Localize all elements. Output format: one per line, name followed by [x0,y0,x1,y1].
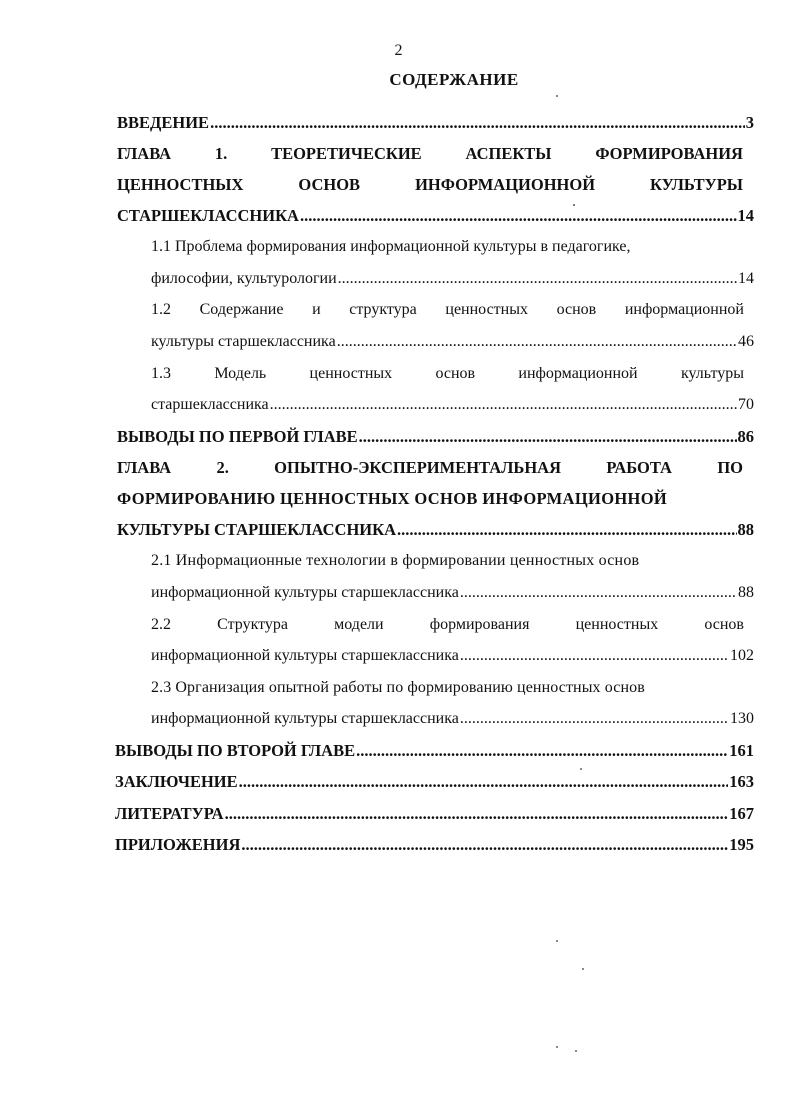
word: основ [435,365,476,382]
toc-entry-2-1-line2[interactable] [151,584,754,602]
word: и [312,301,321,318]
toc-entry-title: информационной культуры старшеклассника [151,647,459,664]
toc-entry-1-3-line1[interactable] [151,365,744,383]
toc-entry-2-1-line1[interactable]: 2.1 Информационные технологии в формировании ценностных основ [151,552,640,569]
toc-entry-page: 88 [737,520,754,539]
word: культуры [680,365,744,382]
word: РАБОТА [606,458,672,477]
toc-entry-title: ЛИТЕРАТУРА [115,804,224,823]
toc-entry-title: ВЫВОДЫ ПО ВТОРОЙ ГЛАВЕ [115,741,356,760]
toc-entry-chapter1-line2[interactable] [117,175,743,195]
toc-entry-page: 88 [738,584,754,601]
word: Структура [217,616,289,633]
toc-entry-page: 161 [729,741,754,760]
toc-entry-chapter2-line2[interactable]: ФОРМИРОВАНИЮ ЦЕННОСТНЫХ ОСНОВ ИНФОРМАЦИОННОЙ [117,489,668,508]
toc-entry-title: ВВЕДЕНИЕ [117,113,210,132]
word: КУЛЬТУРЫ [650,175,743,194]
toc-entry-title: информационной культуры старшеклассника [151,710,459,727]
toc-entry-page: 167 [729,804,754,823]
toc-entry-2-2-line2[interactable] [151,647,754,665]
word: ФОРМИРОВАНИЯ [595,144,743,163]
dot-leader [241,835,728,855]
word: 1.3 [151,365,171,382]
word: 2. [216,458,229,477]
dot-leader [460,647,729,665]
word: Содержание [199,301,284,318]
dot-leader [210,113,745,133]
word: ПО [717,458,743,477]
scan-speck [556,940,558,942]
toc-entry-conclusions-2[interactable] [115,741,754,761]
toc-entry-1-2-line2[interactable] [151,333,754,351]
toc-entry-page: 14 [737,206,754,225]
toc-entry-title: культуры старшеклассника [151,333,336,350]
toc-entry-literature[interactable] [115,804,754,824]
word: информационной [624,301,744,318]
scan-speck [575,1050,577,1052]
dot-leader [359,427,737,447]
dot-leader [270,396,737,414]
dot-leader [356,741,728,761]
toc-entry-conclusions-1[interactable] [117,427,754,447]
page-title: СОДЕРЖАНИЕ [389,70,519,89]
word: ТЕОРЕТИЧЕСКИЕ [271,144,422,163]
word: ценностных [575,616,659,633]
word: информационной [518,365,638,382]
word: ГЛАВА [117,144,172,163]
toc-entry-chapter2-line1[interactable] [117,458,743,478]
dot-leader [460,584,737,602]
word: АСПЕКТЫ [465,144,552,163]
toc-entry-2-3-line1[interactable]: 2.3 Организация опытной работы по формированию ценностных основ [151,679,645,696]
word: 2.2 [151,616,171,633]
toc-entry-page: 3 [745,113,754,132]
toc-entry-title: ПРИЛОЖЕНИЯ [115,835,241,854]
toc-entry-title: СТАРШЕКЛАССНИКА [117,206,299,225]
word: основ [704,616,744,633]
toc-entry-appendix[interactable] [115,835,754,855]
word: ИНФОРМАЦИОННОЙ [415,175,596,194]
toc-entry-title: ВЫВОДЫ ПО ПЕРВОЙ ГЛАВЕ [117,427,358,446]
toc-entry-chapter1-line1[interactable] [117,144,743,164]
toc-entry-title: КУЛЬТУРЫ СТАРШЕКЛАССНИКА [117,520,397,539]
toc-entry-title: ЗАКЛЮЧЕНИЕ [115,772,238,791]
toc-entry-page: 195 [729,835,754,854]
word: модели [334,616,384,633]
word: Модель [214,365,267,382]
word: ценностных [445,301,528,318]
toc-entry-1-3-line2[interactable] [151,396,754,414]
scan-speck [580,768,582,770]
word: ценностных [309,365,393,382]
toc-entry-1-1-line1[interactable]: 1.1 Проблема формирования информационной культуры в педагогике, [151,238,631,255]
word: ГЛАВА [117,458,172,477]
toc-entry-chapter2-line3[interactable] [117,520,754,540]
dot-leader [337,333,737,351]
toc-entry-2-2-line1[interactable] [151,616,744,634]
word: 1. [214,144,228,163]
toc-entry-1-2-line1[interactable] [151,301,744,319]
toc-entry-page: 86 [737,427,754,446]
dot-leader [225,804,729,824]
scan-speck [582,968,584,970]
dot-leader [397,520,736,540]
toc-entry-title: информационной культуры старшеклассника [151,584,459,601]
dot-leader [300,206,737,226]
toc-entry-title: философии, культурологии [151,270,337,287]
word: формирования [429,616,530,633]
scan-speck [556,95,558,97]
scan-speck [573,204,575,206]
toc-entry-chapter1-line3[interactable] [117,206,754,226]
toc-entry-page: 70 [738,396,754,413]
toc-entry-page: 14 [738,270,754,287]
dot-leader [460,710,729,728]
toc-entry-title: старшеклассника [151,396,269,413]
dot-leader [239,772,729,792]
toc-entry-page: 163 [729,772,754,791]
dot-leader [338,270,737,288]
toc-entry-1-1-line2[interactable] [151,270,754,288]
toc-entry-intro[interactable] [117,113,754,133]
word: ОПЫТНО-ЭКСПЕРИМЕНТАЛЬНАЯ [274,458,562,477]
toc-entry-conclusion[interactable] [115,772,754,792]
word: 1.2 [151,301,171,318]
toc-entry-page: 130 [730,710,754,727]
scan-speck [556,1046,558,1048]
word: основ [556,301,597,318]
toc-entry-page: 102 [730,647,754,664]
word: структура [349,301,417,318]
word: ЦЕННОСТНЫХ [117,175,244,194]
toc-entry-page: 46 [738,333,754,350]
word: ОСНОВ [298,175,361,194]
page-number: 2 [394,42,403,59]
toc-entry-2-3-line2[interactable] [151,710,754,728]
